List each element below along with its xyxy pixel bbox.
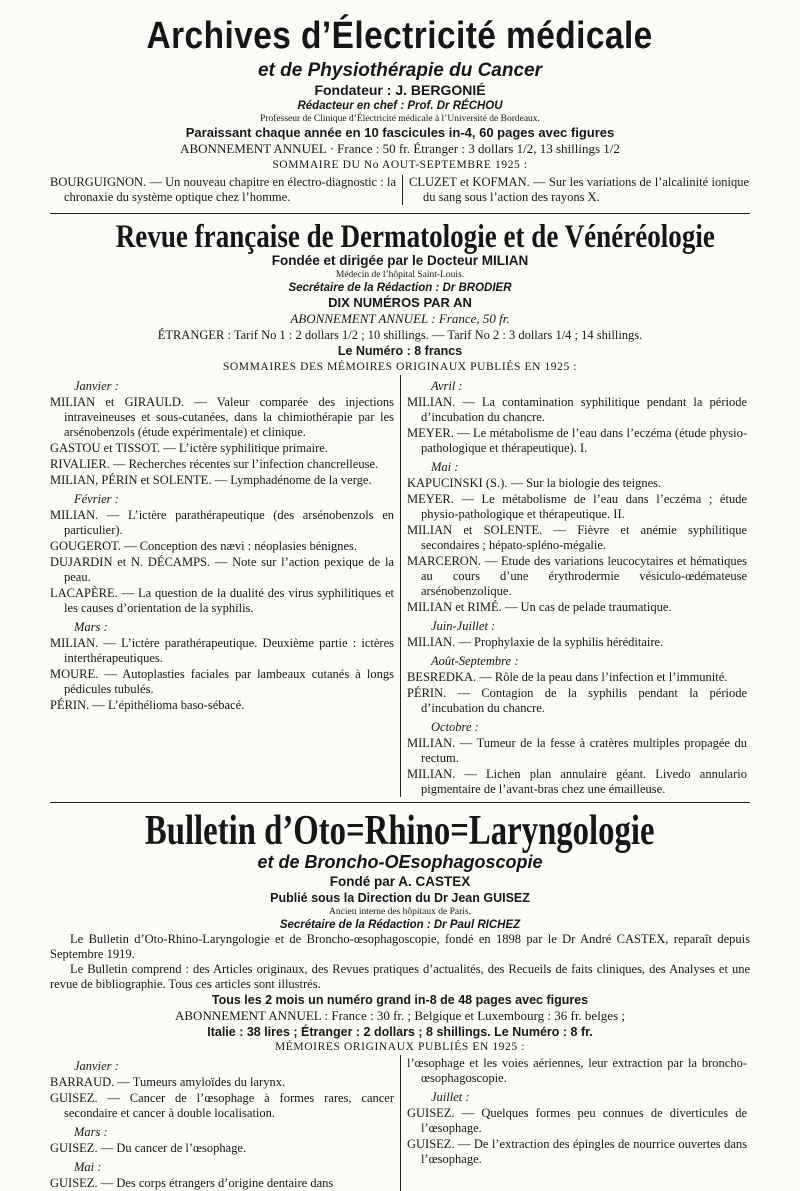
archives-subtitle: et de Physiothérapie du Cancer [257,60,543,81]
column-divider [402,175,403,205]
revue-abonnement: ABONNEMENT ANNUEL : France, 50 fr. [290,311,510,326]
archives-redacteur: Rédacteur en chef : Prof. Dr RÉCHOU [297,100,503,112]
revue-left-article-entry: MOURE. — Autoplasties faciales par lambeaux cutanés à longs pédicules tubulés. [50,667,394,696]
archives-abonnement: ABONNEMENT ANNUEL · France : 50 fr. Étranger : 3 dollars 1/2, 13 shillings 1/2 [180,141,620,156]
revue-left-article-entry: GOUGEROT. — Conception des nævi : néoplasies bénignes. [50,539,358,553]
archives-article-left: BOURGUIGNON. — Un nouveau chapitre en électro-diagnostic : la chronaxie du système optique chez l’homme. [50,175,396,204]
revue-right-article-entry: MILIAN et SOLENTE. — Fièvre et anémie syphilitique secondaires ; hépato-spléno-mégalie. [407,523,747,552]
revue-right-column [407,375,747,797]
bulletin-italie: Italie : 38 lires ; Étranger : 2 dollars ; 8 shillings. Le Numéro : 8 fr. [207,1025,593,1039]
bulletin-memoires: MÉMOIRES ORIGINAUX PUBLIÉS EN 1925 : [274,1041,525,1053]
bulletin-left-article-entry: GUISEZ. — Du cancer de l’œsophage. [50,1141,247,1155]
bulletin-secretaire: Secrétaire de la Rédaction : Dr Paul RICHEZ [279,919,521,931]
revue-left-article-entry: MILIAN, PÉRIN et SOLENTE. — Lymphadénome de la verge. [50,473,372,487]
archives-fondateur: Fondateur : J. BERGONIÉ [314,82,486,98]
archives-section [50,12,750,205]
bulletin-left-article-entry: BARRAUD. — Tumeurs amyloïdes du larynx. [50,1075,286,1089]
revue-title: Revue française de Dermatologie et de Vénéréologie [115,219,715,255]
revue-right-month-heading: Avril : [431,379,463,393]
revue-left-article-entry: PÉRIN. — L’épithélioma baso-sébacé. [50,698,245,712]
revue-sommaires: SOMMAIRES DES MÉMOIRES ORIGINAUX PUBLIÉS EN 1925 : [222,361,578,373]
revue-right-article-entry: MILIAN. — Prophylaxie de la syphilis héréditaire. [407,635,664,649]
bulletin-summary-columns [50,1055,750,1191]
bulletin-left-column [50,1055,394,1191]
revue-left-month-heading: Février : [74,492,119,506]
bulletin-publie: Publié sous la Direction du Dr Jean GUISEZ [270,891,530,905]
revue-right-article-entry: PÉRIN. — Contagion de la syphilis pendant la période d’incubation du chancre. [407,686,747,715]
bulletin-section [50,806,750,1191]
revue-right-article-entry: MILIAN. — La contamination syphilitique pendant la période d’incubation du chancre. [407,395,747,424]
revue-left-article-entry: GASTOU et TISSOT. — L’ictère syphilitique primaire. [50,441,328,455]
bulletin-title: Bulletin d’Oto=Rhino=Laryngologie [145,808,655,854]
archives-article-right: CLUZET et KOFMAN. — Sur les variations de l’alcalinité ionique du sang sous l’action des rayons X. [409,175,749,204]
revue-right-month-heading: Octobre : [431,720,479,734]
revue-right-month-heading: Juin-Juillet : [431,619,496,633]
bulletin-ancien: Ancien interne des hôpitaux de Paris. [329,907,471,917]
bulletin-left-month-heading: Mai : [74,1160,102,1174]
archives-summary-columns [50,175,750,205]
revue-left-article-entry: MILIAN et GIRAULD. — Valeur comparée des injections intraveineuses et sous-cutanées, dans la chimiothérapie par les arsénobenzols (étude expérimentale) et clinique. [50,395,394,439]
revue-right-article-entry: MEYER. — Le métabolisme de l’eau dans l’eczéma (étude physio-pathologique et thérapeutique). I. [407,426,747,455]
section-rule [50,213,750,214]
revue-left-column [50,375,394,797]
bulletin-tous: Tous les 2 mois un numéro grand in-8 de 48 pages avec figures [211,993,589,1007]
archives-title: Archives d’Électricité médicale [146,15,654,57]
revue-right-article-entry: MARCERON. — Etude des variations leucocytaires et hématiques au cours d’une érythrodermie vésiculo-œdémateuse arsénobenzolique. [407,554,747,598]
bulletin-right-column [407,1055,747,1191]
column-divider [400,375,401,797]
bulletin-right-month-heading: Juillet : [431,1090,470,1104]
revue-left-month-heading: Mars : [74,620,108,634]
revue-right-article-entry: KAPUCINSKI (S.). — Sur la biologie des teignes. [407,476,662,490]
bulletin-fonde: Fondé par A. CASTEX [329,874,471,889]
revue-summary-columns [50,375,750,797]
archives-parution: Paraissant chaque année en 10 fascicules in-4, 60 pages avec figures [185,125,615,140]
revue-left-article-entry: DUJARDIN et N. DÉCAMPS. — Note sur l’action pexique de la peau. [50,555,394,584]
revue-right-article-entry: MILIAN. — Tumeur de la fesse à cratères multiples propagée du rectum. [407,736,747,765]
bulletin-paragraph-2: Le Bulletin comprend : des Articles originaux, des Revues pratiques d’actualités, des Recueils de faits cliniques, des Analyses et une revue de bibliographie. Tous ces articles sont illustrés. [50,962,750,991]
bulletin-right-article-entry: l’œsophage et les voies aériennes, leur extraction par la broncho-œsophagoscopie. [407,1056,747,1085]
bulletin-paragraph-1: Le Bulletin d’Oto-Rhino-Laryngologie et de Broncho-œsophagoscopie, fondé en 1898 par le Dr André CASTEX, reparaît depuis Septembre 1919. [50,932,750,961]
revue-right-article-entry: MILIAN et RIMÉ. — Un cas de pelade traumatique. [407,600,672,614]
revue-left-article-entry: LACAPÈRE. — La question de la dualité des virus syphilitiques et les causes d’orientation de la syphilis. [50,586,394,615]
revue-left-article-entry: RIVALIER. — Recherches récentes sur l’infection chancrelleuse. [50,457,379,471]
revue-right-article-entry: BESREDKA. — Rôle de la peau dans l’infection et l’immunité. [407,670,728,684]
revue-etranger: ÉTRANGER : Tarif No 1 : 2 dollars 1/2 ; 10 shillings. — Tarif No 2 : 3 dollars 1/4 ; 14 shillings. [157,328,643,342]
bulletin-right-article-entry: GUISEZ. — Quelques formes peu connues de diverticules de l’œsophage. [407,1106,747,1135]
revue-numero: Le Numéro : 8 francs [337,344,463,358]
archives-sommaire: SOMMAIRE DU No AOUT-SEPTEMBRE 1925 : [272,159,528,171]
bulletin-left-article-entry: GUISEZ. — Des corps étrangers d’origine dentaire dans [50,1176,334,1190]
revue-dix-numeros: DIX NUMÉROS PAR AN [328,295,472,310]
revue-fondee: Fondée et dirigée par le Docteur MILIAN [271,253,529,268]
bulletin-left-month-heading: Mars : [74,1125,108,1139]
revue-secretaire: Secrétaire de la Rédaction : Dr BRODIER [288,282,512,294]
bulletin-abonnement: ABONNEMENT ANNUEL : France : 30 fr. ; Belgique et Luxembourg : 36 fr. belges ; [175,1008,625,1023]
bulletin-right-article-entry: GUISEZ. — De l’extraction des épingles de nourrice ouvertes dans l’œsophage. [407,1137,747,1166]
revue-right-month-heading: Mai : [431,460,459,474]
revue-section [50,217,750,797]
column-divider [400,1055,401,1191]
revue-medecin: Médecin de l’hôpital Saint-Louis. [335,270,465,280]
revue-right-article-entry: MEYER. — Le métabolisme de l’eau dans l’eczéma ; étude physio-pathologique et thérapeutique. II. [407,492,747,521]
revue-right-month-heading: Août-Septembre : [431,654,519,668]
revue-left-article-entry: MILIAN. — L’ictère parathérapeutique. Deuxième partie : ictères interthérapeutiques. [50,636,394,665]
bulletin-left-article-entry: GUISEZ. — Cancer de l’œsophage à formes rares, cancer secondaire et cancer à double localisation. [50,1091,394,1120]
bulletin-left-month-heading: Janvier : [74,1059,119,1073]
section-rule [50,802,750,803]
journal-advertisements-page [50,12,750,1191]
revue-right-article-entry: MILIAN. — Lichen plan annulaire géant. Livedo annulario pigmentaire de l’avant-bras chez une émailleuse. [407,767,747,796]
revue-left-article-entry: MILIAN. — L’ictère parathérapeutique (des arsénobenzols en particulier). [50,508,394,537]
archives-professeur: Professeur de Clinique d’Électricité médicale à l’Université de Bordeaux. [260,114,540,124]
revue-left-month-heading: Janvier : [74,379,119,393]
bulletin-subtitle: et de Broncho-OEsophagoscopie [257,852,543,872]
